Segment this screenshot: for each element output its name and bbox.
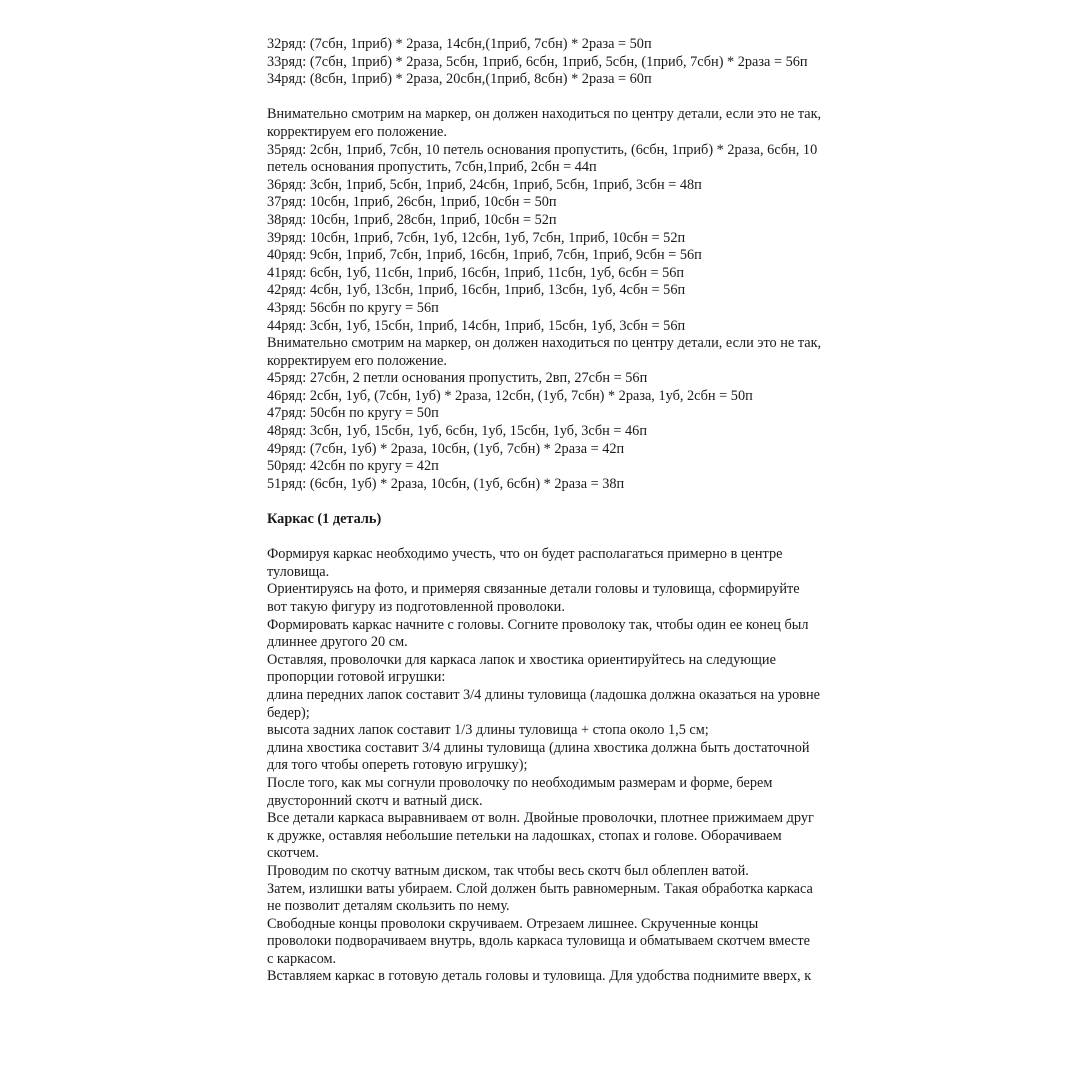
body-line: пропорции готовой игрушки: [267,669,446,686]
paragraph-gap [267,89,879,107]
marker-note-2-line-1: Внимательно смотрим на маркер, он должен находиться по центру детали, если это не так, [267,335,822,352]
row-48: 48ряд: 3сбн, 1уб, 15сбн, 1уб, 6сбн, 1уб, 15сбн, 1уб, 3сбн = 46п [267,423,647,440]
body-line: После того, как мы согнули проволочку по необходимым размерам и форме, берем [267,774,773,791]
body-line: Проводим по скотчу ватным диском, так чтобы весь скотч был облеплен ватой. [267,862,749,879]
body-line: Все детали каркаса выравниваем от волн. Двойные проволочки, плотнее прижимаем друг [267,810,814,827]
rows-block-b [267,106,879,493]
body-line: Формировать каркас начните с головы. Согните проволоку так, чтобы один ее конец был [267,616,809,633]
row-44: 44ряд: 3сбн, 1уб, 15сбн, 1приб, 14сбн, 1приб, 15сбн, 1уб, 3сбн = 56п [267,317,686,334]
body-line: Ориентируясь на фото, и примеряя связанные детали головы и туловища, сформируйте [267,581,800,598]
body-line: Формируя каркас необходимо учесть, что он будет располагаться примерно в центре [267,546,783,563]
body-line: скотчем. [267,845,319,862]
row-45: 45ряд: 27сбн, 2 петли основания пропустить, 2вп, 27сбн = 56п [267,370,648,387]
body-line: Свободные концы проволоки скручиваем. Отрезаем лишнее. Скрученные концы [267,915,759,932]
row-37: 37ряд: 10сбн, 1приб, 26сбн, 1приб, 10сбн = 50п [267,194,557,211]
body-line: вот такую фигуру из подготовленной проволоки. [267,599,565,615]
body-line: с каркасом. [267,950,337,967]
body-line: бедер); [267,704,310,721]
body-line: для того чтобы опереть готовую игрушку); [267,757,528,774]
body-line: двусторонний скотч и ватный диск. [267,792,483,809]
paragraph-gap [267,493,879,511]
row-39: 39ряд: 10сбн, 1приб, 7сбн, 1уб, 12сбн, 1уб, 7сбн, 1приб, 10сбн = 52п [267,229,686,246]
frame-instructions [267,546,879,986]
row-35-line-1: 35ряд: 2сбн, 1приб, 7сбн, 10 петель основания пропустить, (6сбн, 1приб) * 2раза, 6сбн, 10 [267,141,818,158]
marker-note-line-1: Внимательно смотрим на маркер, он должен находиться по центру детали, если это не так, [267,106,822,123]
row-41: 41ряд: 6сбн, 1уб, 11сбн, 1приб, 16сбн, 1приб, 11сбн, 1уб, 6сбн = 56п [267,264,685,281]
row-35-line-2: петель основания пропустить, 7сбн,1приб, 2сбн = 44п [267,159,597,176]
row-47: 47ряд: 50сбн по кругу = 50п [267,405,439,422]
body-line: Вставляем каркас в готовую деталь головы и туловища. Для удобства поднимите вверх, к [267,968,812,985]
row-43: 43ряд: 56сбн по кругу = 56п [267,299,439,316]
marker-note-2-line-2: корректируем его положение. [267,352,447,369]
row-49: 49ряд: (7сбн, 1уб) * 2раза, 10сбн, (1уб, 7сбн) * 2раза = 42п [267,440,625,457]
body-line: Затем, излишки ваты убираем. Слой должен быть равномерным. Такая обработка каркаса [267,880,813,897]
row-32: 32ряд: (7сбн, 1приб) * 2раза, 14сбн,(1приб, 7сбн) * 2раза = 50п [267,36,652,52]
body-line: высота задних лапок составит 1/3 длины туловища + стопа около 1,5 см; [267,722,709,739]
body-line: к дружке, оставляя небольшие петельки на ладошках, стопах и голове. Оборачиваем [267,827,782,844]
row-50: 50ряд: 42сбн по кругу = 42п [267,458,439,475]
body-line: туловища. [267,563,330,580]
document-page [267,36,879,986]
rows-block-a [267,36,879,89]
row-33: 33ряд: (7сбн, 1приб) * 2раза, 5сбн, 1приб, 6сбн, 1приб, 5сбн, (1приб, 7сбн) * 2раза = 56п [267,53,808,70]
row-46: 46ряд: 2сбн, 1уб, (7сбн, 1уб) * 2раза, 12сбн, (1уб, 7сбн) * 2раза, 1уб, 2сбн = 50п [267,387,753,404]
row-51: 51ряд: (6сбн, 1уб) * 2раза, 10сбн, (1уб, 6сбн) * 2раза = 38п [267,475,625,492]
marker-note-line-2: корректируем его положение. [267,123,447,140]
row-42: 42ряд: 4сбн, 1уб, 13сбн, 1приб, 16сбн, 1приб, 13сбн, 1уб, 4сбн = 56п [267,282,686,299]
body-line: Оставляя, проволочки для каркаса лапок и хвостика ориентируйтесь на следующие [267,651,776,668]
body-line: длина хвостика составит 3/4 длины туловища (длина хвостика должна быть достаточной [267,739,810,756]
body-line: не позволит деталям скользить по нему. [267,898,510,915]
body-line: длиннее другого 20 см. [267,634,408,651]
row-40: 40ряд: 9сбн, 1приб, 7сбн, 1приб, 16сбн, 1приб, 7сбн, 1приб, 9сбн = 56п [267,247,702,264]
paragraph-gap [267,529,879,547]
row-34: 34ряд: (8сбн, 1приб) * 2раза, 20сбн,(1приб, 8сбн) * 2раза = 60п [267,71,652,88]
row-36: 36ряд: 3сбн, 1приб, 5сбн, 1приб, 24сбн, 1приб, 5сбн, 1приб, 3сбн = 48п [267,176,702,193]
body-line: проволоки подворачиваем внутрь, вдоль каркаса туловища и обматываем скотчем вместе [267,933,810,950]
row-38: 38ряд: 10сбн, 1приб, 28сбн, 1приб, 10сбн = 52п [267,211,557,228]
section-heading: Каркас (1 деталь) [267,511,382,528]
body-line: длина передних лапок составит 3/4 длины туловища (ладошка должна оказаться на уровне [267,686,820,703]
